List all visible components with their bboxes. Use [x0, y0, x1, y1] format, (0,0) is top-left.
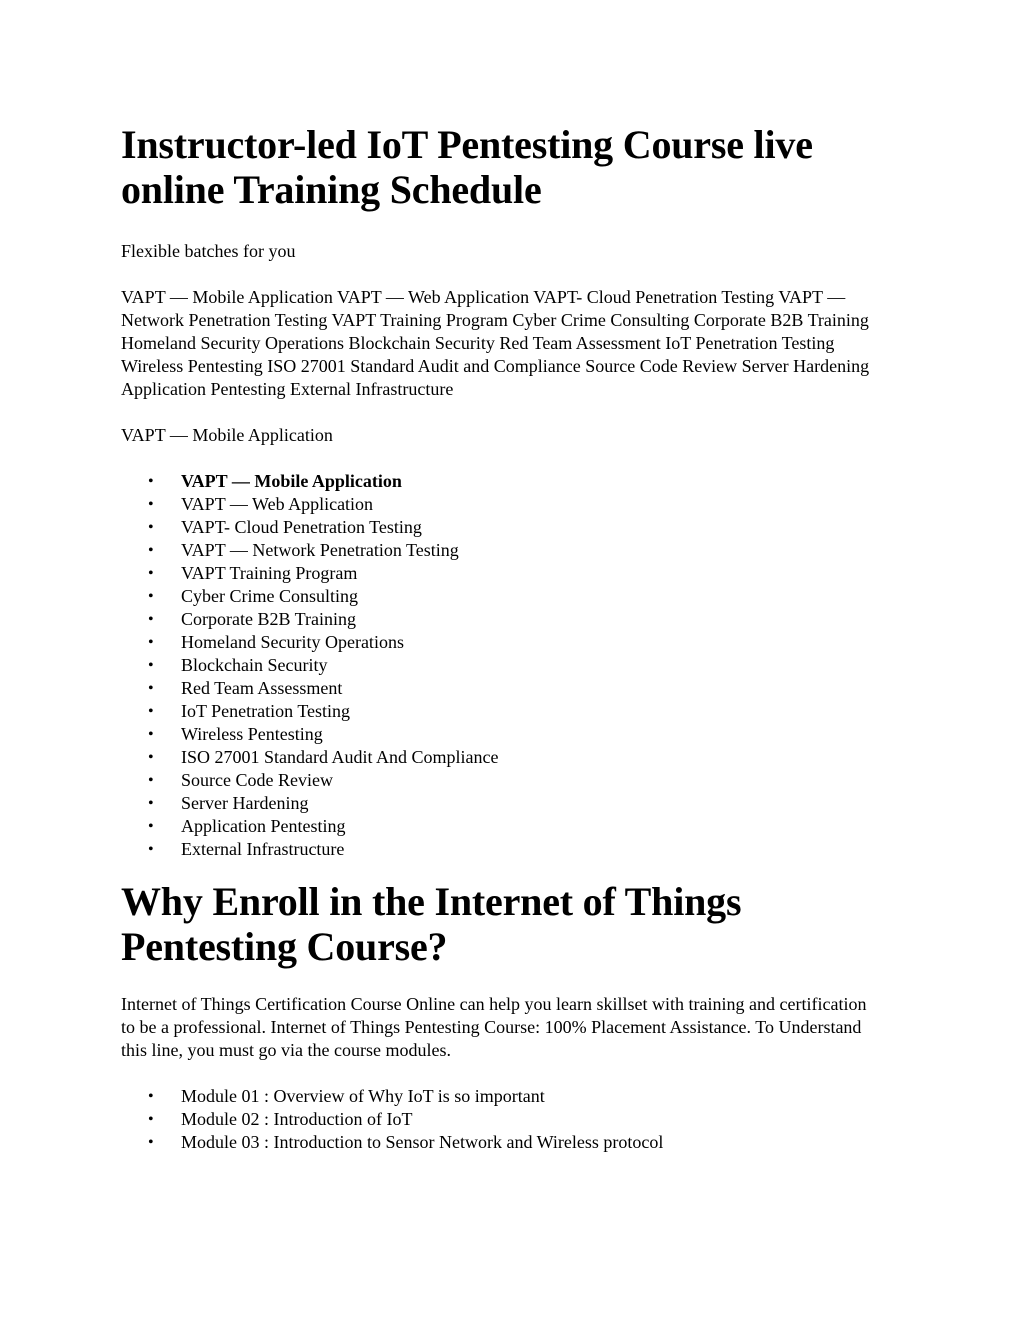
bullet-icon: •: [148, 519, 154, 536]
list-item-label: External Infrastructure: [181, 839, 345, 859]
document-page: [121, 122, 881, 1154]
list-item-label: ISO 27001 Standard Audit And Compliance: [181, 747, 499, 767]
page-title: Instructor-led IoT Pentesting Course live online Training Schedule: [121, 122, 813, 212]
list-item[interactable]: [121, 838, 881, 861]
list-item-label: Blockchain Security: [181, 655, 328, 675]
module-label: Module 01 : Overview of Why IoT is so important: [181, 1086, 545, 1106]
list-item-label: VAPT — Mobile Application: [181, 471, 402, 491]
module-list: [121, 1085, 881, 1154]
list-item-label: Homeland Security Operations: [181, 632, 404, 652]
list-item: [121, 1108, 881, 1131]
course-list: [121, 470, 881, 861]
bullet-icon: •: [148, 657, 154, 674]
bullet-icon: •: [148, 496, 154, 513]
bullet-icon: •: [148, 473, 154, 490]
list-item-label: VAPT Training Program: [181, 563, 358, 583]
list-item[interactable]: [121, 631, 881, 654]
why-enroll-paragraph: Internet of Things Certification Course Online can help you learn skillset with training and certification to be a professional. Internet of Things Pentesting Course: 100% Placement Assistance. To Understand this line, you must go via the course modules.: [121, 994, 867, 1060]
bullet-icon: •: [148, 726, 154, 743]
list-item[interactable]: [121, 493, 881, 516]
list-item-label: Red Team Assessment: [181, 678, 343, 698]
list-item[interactable]: [121, 654, 881, 677]
why-enroll-heading: Why Enroll in the Internet of Things Pentesting Course?: [121, 879, 742, 969]
list-item[interactable]: [121, 723, 881, 746]
list-item[interactable]: [121, 470, 881, 493]
bullet-icon: •: [148, 542, 154, 559]
bullet-icon: •: [148, 1134, 154, 1151]
list-item[interactable]: [121, 516, 881, 539]
bullet-icon: •: [148, 841, 154, 858]
list-item-label: VAPT — Network Penetration Testing: [181, 540, 459, 560]
course-tags-paragraph: VAPT — Mobile Application VAPT — Web Application VAPT- Cloud Penetration Testing VAPT — Network Penetration Testing VAPT Training Program Cyber Crime Consulting Corporate B2B Training Homeland Security Operations Blockchain Security Red Team Assessment IoT Penetration Testing Wireless Pentesting ISO 27001 Standard Audit and Compliance Source Code Review Server Hardening Application Pentesting External Infrastructure: [121, 287, 870, 399]
list-item-label: Server Hardening: [181, 793, 309, 813]
list-item-label: Corporate B2B Training: [181, 609, 357, 629]
list-item-label: IoT Penetration Testing: [181, 701, 351, 721]
bullet-icon: •: [148, 588, 154, 605]
bullet-icon: •: [148, 634, 154, 651]
module-label: Module 03 : Introduction to Sensor Network and Wireless protocol: [181, 1132, 664, 1152]
list-item[interactable]: [121, 769, 881, 792]
list-item[interactable]: [121, 746, 881, 769]
list-item[interactable]: [121, 792, 881, 815]
bullet-icon: •: [148, 703, 154, 720]
bullet-icon: •: [148, 749, 154, 766]
list-item-label: Application Pentesting: [181, 816, 346, 836]
list-item-label: VAPT- Cloud Penetration Testing: [181, 517, 422, 537]
list-item-label: Cyber Crime Consulting: [181, 586, 358, 606]
list-item[interactable]: [121, 815, 881, 838]
current-selection: VAPT — Mobile Application: [121, 425, 333, 445]
bullet-icon: •: [148, 611, 154, 628]
list-item[interactable]: [121, 608, 881, 631]
list-item-label: Wireless Pentesting: [181, 724, 323, 744]
bullet-icon: •: [148, 772, 154, 789]
bullet-icon: •: [148, 1088, 154, 1105]
list-item: [121, 1085, 881, 1108]
module-label: Module 02 : Introduction of IoT: [181, 1109, 413, 1129]
bullet-icon: •: [148, 795, 154, 812]
list-item-label: VAPT — Web Application: [181, 494, 374, 514]
subtitle: Flexible batches for you: [121, 241, 296, 261]
list-item[interactable]: [121, 539, 881, 562]
bullet-icon: •: [148, 680, 154, 697]
list-item[interactable]: [121, 677, 881, 700]
list-item: [121, 1131, 881, 1154]
bullet-icon: •: [148, 565, 154, 582]
list-item[interactable]: [121, 562, 881, 585]
list-item-label: Source Code Review: [181, 770, 333, 790]
list-item[interactable]: [121, 700, 881, 723]
bullet-icon: •: [148, 818, 154, 835]
bullet-icon: •: [148, 1111, 154, 1128]
list-item[interactable]: [121, 585, 881, 608]
